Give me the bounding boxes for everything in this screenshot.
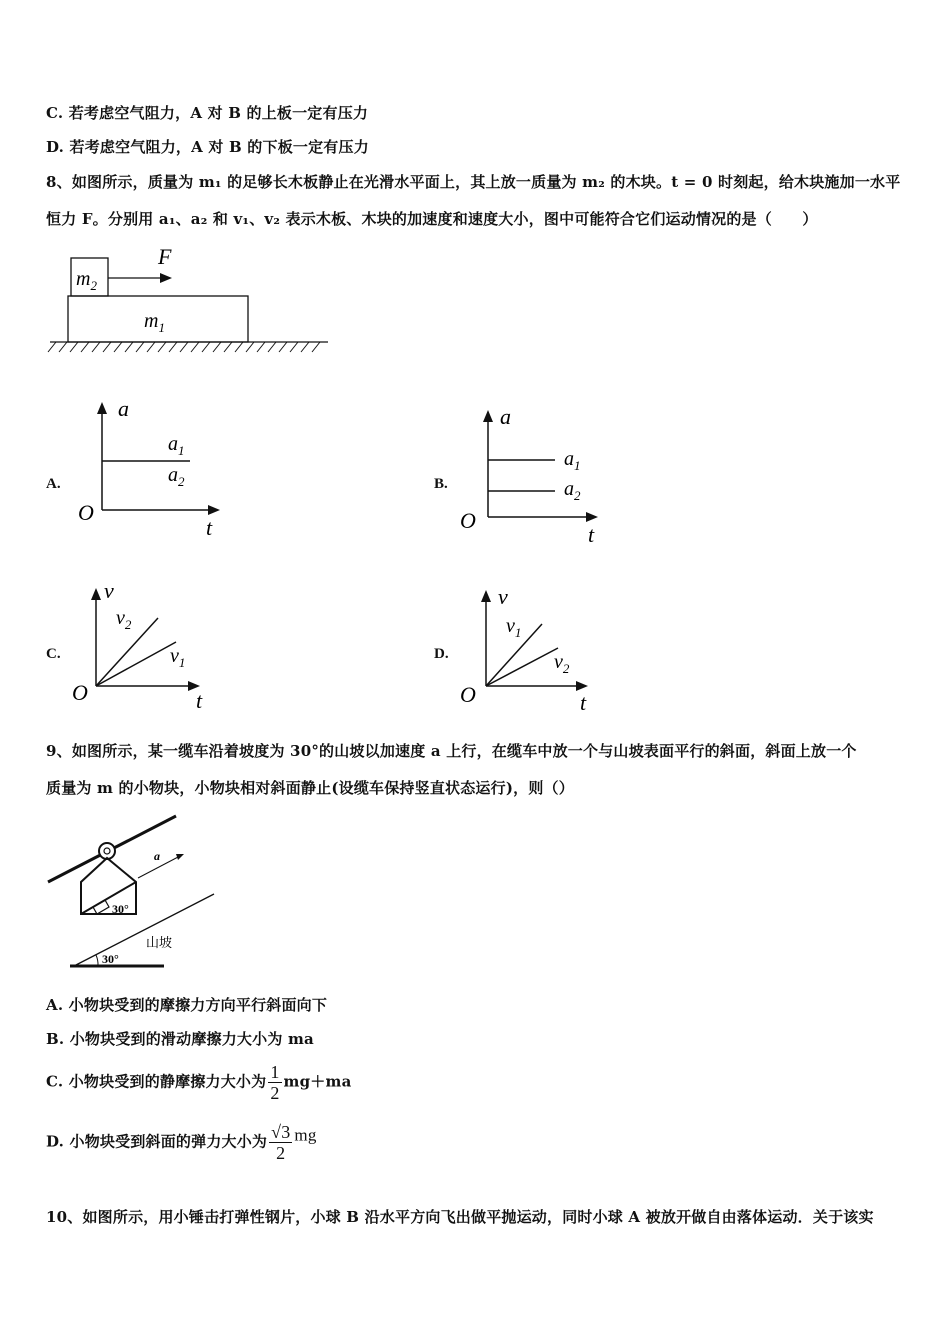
slope-angle-label: 30° xyxy=(102,952,119,966)
q7-option-c: C. 若考虑空气阻力，A 对 B 的上板一定有压力 xyxy=(46,104,369,122)
graph-c-line-shallow xyxy=(96,642,176,686)
small-block xyxy=(93,900,109,914)
x-axis-arrow xyxy=(586,512,598,522)
q9-option-d xyxy=(46,1122,317,1163)
graph-d-series2-label: $v_2$ xyxy=(554,651,570,676)
q8-stem-line-1: 8、如图所示，质量为 m₁ 的足够长木板静止在光滑水平面上，其上放一质量为 m₂ 的木块。t = 0 时刻起，给木块施加一水平 xyxy=(46,173,901,191)
force-arrowhead xyxy=(160,273,172,283)
q7-option-d: D. 若考虑空气阻力，A 对 B 的下板一定有压力 xyxy=(46,138,369,156)
q8-force-label: F xyxy=(158,244,172,269)
graph-c-series1-label: $v_2$ xyxy=(116,607,132,632)
graph-a-x-label: t xyxy=(206,515,213,540)
graph-a-y-label: a xyxy=(118,396,129,421)
y-axis-arrow xyxy=(483,410,493,422)
graph-c-y-label: v xyxy=(104,578,114,603)
q9-option-c xyxy=(46,1062,351,1103)
graph-b-series1-label: $a_1$ xyxy=(564,448,581,473)
graph-d-y-label: v xyxy=(498,584,508,609)
y-axis-arrow xyxy=(97,402,107,414)
fraction-one-half: $\frac{1}{2}$ xyxy=(270,1062,280,1103)
graph-c-series2-label: $v_1$ xyxy=(170,645,186,670)
graph-d-origin: O xyxy=(460,682,476,707)
graph-d-series1-label: $v_1$ xyxy=(506,615,522,640)
graph-d-line-shallow xyxy=(486,648,558,686)
graph-c-x-label: t xyxy=(196,688,203,713)
q8-graph-d xyxy=(458,582,618,717)
q8-block-m1-label: $m_1$ xyxy=(144,310,165,335)
ground-hatching xyxy=(48,342,320,352)
q9-option-c-expr: mg＋ma xyxy=(283,1072,352,1091)
q8-option-a-label: A. xyxy=(46,476,61,492)
q8-option-c-label: C. xyxy=(46,646,61,662)
y-axis-arrow xyxy=(481,590,491,602)
q9-stem-line-1: 9、如图所示，某一缆车沿着坡度为 30°的山坡以加速度 a 上行，在缆车中放一个与山坡表面平行的斜面，斜面上放一个 xyxy=(46,742,857,760)
graph-a-series1-label: $a_1$ xyxy=(168,433,185,458)
graph-b-x-label: t xyxy=(588,522,595,547)
q9-option-b: B. 小物块受到的滑动摩擦力大小为 ma xyxy=(46,1030,314,1048)
graph-d-x-label: t xyxy=(580,690,587,715)
q8-block-figure xyxy=(46,240,346,360)
graph-a-origin: O xyxy=(78,500,94,525)
slope-label: 山坡 xyxy=(146,936,173,951)
q9-option-d-text: D. 小物块受到斜面的弹力大小为 xyxy=(46,1132,268,1151)
q10-stem-line-1: 10、如图所示，用小锤击打弹性钢片，小球 B 沿水平方向飞出做平抛运动，同时小球 A 被放开做自由落体运动．关于该实 xyxy=(46,1208,874,1226)
q9-cable-car-figure xyxy=(46,810,246,975)
q9-option-d-expr: mg xyxy=(294,1125,317,1145)
q8-block-m2-label: $m_2$ xyxy=(76,268,97,293)
q8-graph-b xyxy=(458,404,618,549)
graph-b-origin: O xyxy=(460,508,476,533)
q8-option-d-label: D. xyxy=(434,646,449,662)
q8-stem-line-2: 恒力 F。分别用 a₁、a₂ 和 v₁、v₂ 表示木板、木块的加速度和速度大小，图中可能符合它们运动情况的是（ ） xyxy=(46,210,818,228)
graph-a-series2-label: $a_2$ xyxy=(168,464,185,489)
q8-graph-a xyxy=(74,398,234,543)
q9-option-c-text: C. 小物块受到的静摩擦力大小为 xyxy=(46,1072,267,1091)
incline-angle-label: 30° xyxy=(112,902,129,916)
q8-option-b-label: B. xyxy=(434,476,448,492)
fraction-sqrt3-over-2: $\frac{√3}{2}$ xyxy=(271,1122,291,1163)
graph-b-y-label: a xyxy=(500,404,511,429)
graph-b-series2-label: $a_2$ xyxy=(564,478,581,503)
x-axis-arrow xyxy=(208,505,220,515)
q9-option-a: A. 小物块受到的摩擦力方向平行斜面向下 xyxy=(46,996,328,1014)
q9-stem-line-2: 质量为 m 的小物块，小物块相对斜面静止(设缆车保持竖直状态运行)，则（） xyxy=(46,779,574,797)
q8-graph-c xyxy=(70,580,230,715)
graph-c-origin: O xyxy=(72,680,88,705)
accel-label: a xyxy=(154,849,160,863)
y-axis-arrow xyxy=(91,588,101,600)
